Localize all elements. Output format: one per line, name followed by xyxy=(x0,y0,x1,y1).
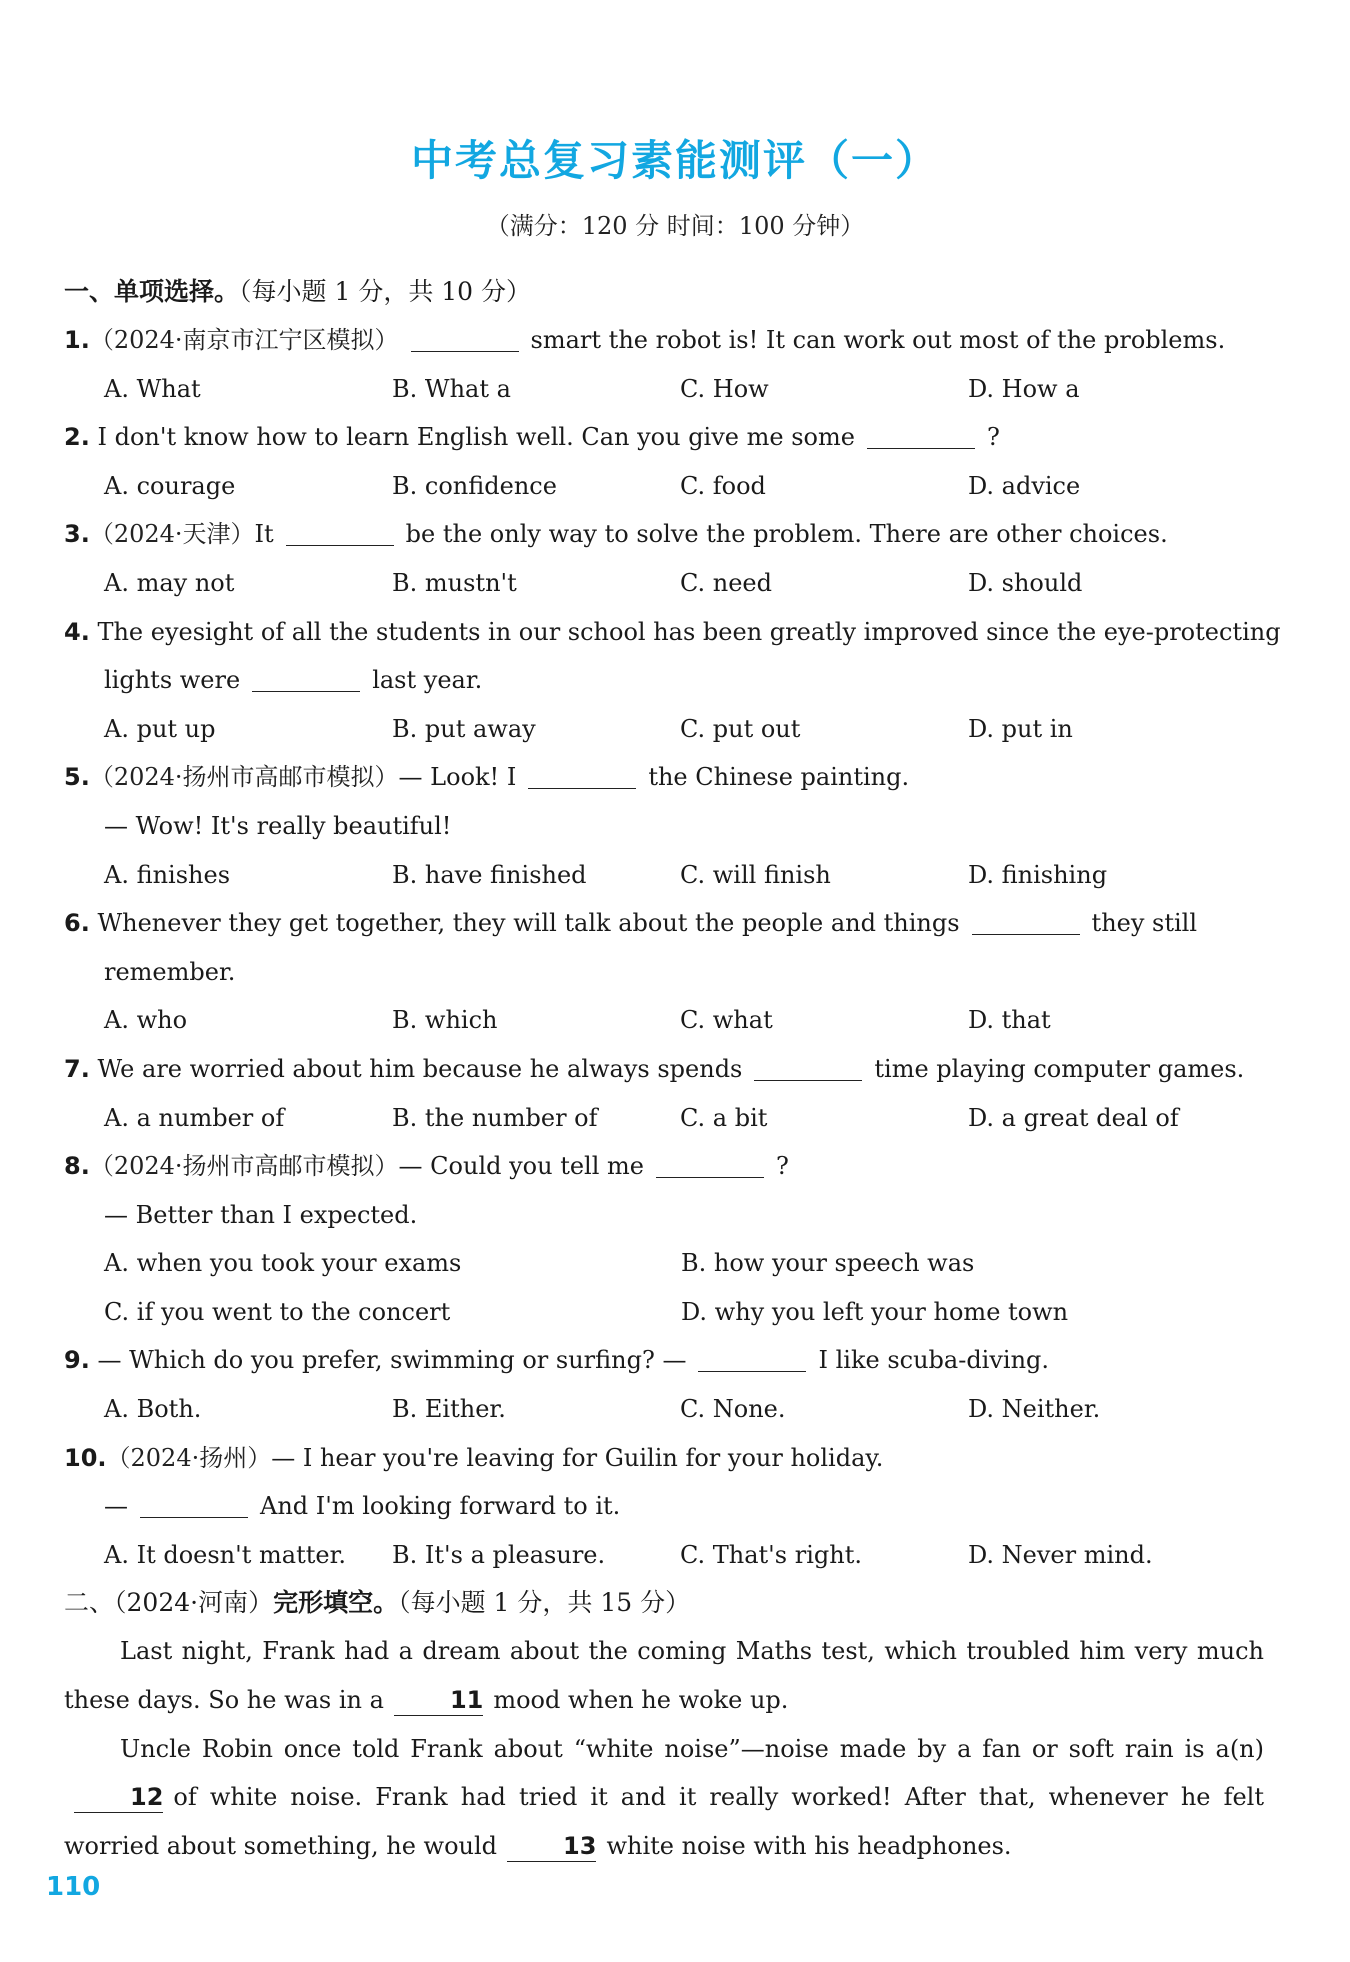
question-9 xyxy=(64,1336,1264,1385)
question-text: We are worried about him because he always spends xyxy=(97,1054,743,1083)
option-c: C. How xyxy=(680,374,769,403)
question-text: Whenever they get together, they will talk about the people and things xyxy=(97,909,960,938)
option-b: B. It's a pleasure. xyxy=(392,1540,606,1569)
answer-blank xyxy=(286,517,394,546)
question-text-end: time playing computer games. xyxy=(874,1054,1245,1083)
option-a: A. who xyxy=(104,1006,188,1035)
options-1 xyxy=(64,365,1264,414)
option-d: D. Neither. xyxy=(968,1395,1101,1424)
question-source: （2024·扬州） xyxy=(106,1443,272,1472)
question-4 xyxy=(64,608,1281,657)
answer-blank xyxy=(411,323,519,352)
option-c: C. if you went to the concert xyxy=(104,1297,451,1326)
answer-blank xyxy=(140,1489,248,1518)
question-text: — I hear you're leaving for Guilin for your holiday. xyxy=(271,1443,884,1472)
question-source: （2024·南京市江宁区模拟） xyxy=(89,326,399,354)
option-d: D. that xyxy=(968,1006,1051,1035)
options-6 xyxy=(64,996,1264,1045)
question-text: — Could you tell me xyxy=(398,1152,644,1181)
question-text-end: I like scuba-diving. xyxy=(818,1346,1050,1375)
question-text: It xyxy=(254,520,274,549)
answer-blank xyxy=(656,1149,764,1178)
cloze-passage xyxy=(64,1627,1264,1870)
question-text-end: the Chinese painting. xyxy=(648,763,910,792)
answer-blank xyxy=(252,663,360,692)
page-number: 110 xyxy=(46,1872,101,1902)
option-c: C. what xyxy=(680,1006,773,1035)
question-6-line2: remember. xyxy=(104,957,236,986)
page-title: 中考总复习素能测评（一） xyxy=(410,136,939,185)
option-a: A. courage xyxy=(104,471,236,500)
question-number: 6. xyxy=(64,909,90,938)
question-text-end: last year. xyxy=(372,666,483,695)
question-1 xyxy=(64,316,1264,365)
option-a: A. a number of xyxy=(104,1103,285,1132)
question-source: （2024·扬州市高邮市模拟） xyxy=(89,763,399,792)
option-c: C. a bit xyxy=(680,1103,768,1132)
option-c: C. food xyxy=(680,471,766,500)
options-9 xyxy=(64,1385,1264,1434)
question-number: 9. xyxy=(64,1346,90,1375)
cloze-blank-12: 12 xyxy=(74,1782,163,1813)
cloze-blank-13: 13 xyxy=(507,1831,596,1862)
question-source: （2024·天津） xyxy=(89,520,255,549)
option-d: D. How a xyxy=(968,374,1080,403)
option-d: D. should xyxy=(968,568,1083,597)
option-d: D. finishing xyxy=(968,860,1108,889)
question-text-end: be the only way to solve the problem. There are other choices. xyxy=(405,520,1168,549)
question-number: 2. xyxy=(64,423,90,452)
question-text: — Look! I xyxy=(398,763,517,792)
question-text-end: ? xyxy=(776,1152,789,1181)
passage-paragraph-1 xyxy=(64,1627,1264,1724)
question-source: （2024·扬州市高邮市模拟） xyxy=(89,1152,399,1181)
section2-header xyxy=(64,1579,1264,1627)
option-c: C. None. xyxy=(680,1395,786,1424)
section2-heading: 完形填空。 xyxy=(273,1588,399,1618)
option-b: B. put away xyxy=(392,714,536,743)
option-b: B. Either. xyxy=(392,1395,506,1424)
cloze-blank-11: 11 xyxy=(394,1685,483,1716)
question-8-reply: — Better than I expected. xyxy=(104,1200,418,1229)
answer-blank xyxy=(528,760,636,789)
passage-text: white noise with his headphones. xyxy=(606,1831,1012,1860)
question-text-end: And I'm looking forward to it. xyxy=(260,1492,621,1521)
options-10 xyxy=(64,1531,1264,1580)
answer-blank xyxy=(698,1343,806,1372)
question-text: lights were xyxy=(104,666,241,695)
answer-blank xyxy=(867,420,975,449)
option-a: A. It doesn't matter. xyxy=(104,1540,347,1569)
options-7 xyxy=(64,1094,1264,1143)
question-text-end: they still xyxy=(1091,909,1198,938)
question-number: 5. xyxy=(64,763,90,792)
options-4 xyxy=(64,705,1264,754)
question-7 xyxy=(64,1045,1264,1094)
option-a: A. finishes xyxy=(104,860,231,889)
answer-blank xyxy=(754,1052,862,1081)
passage-text: of white noise. Frank had tried it and it really worked! After that, whenever he felt worried about something, he would xyxy=(64,1783,1264,1860)
answer-blank xyxy=(972,906,1080,935)
question-number: 7. xyxy=(64,1054,90,1083)
question-number: 3. xyxy=(64,520,90,549)
question-5-reply: — Wow! It's really beautiful! xyxy=(104,811,452,840)
option-c: C. need xyxy=(680,568,772,597)
option-b: B. mustn't xyxy=(392,568,517,597)
option-b: B. how your speech was xyxy=(681,1249,975,1278)
option-b: B. What a xyxy=(392,374,511,403)
question-5 xyxy=(64,753,1264,802)
section2-source: （2024·河南） xyxy=(114,1588,274,1618)
option-a: A. when you took your exams xyxy=(104,1249,462,1278)
passage-text: Last night, Frank had a dream about the coming Maths test, which troubled him very much these days. So he was in a xyxy=(64,1637,1264,1715)
option-a: A. put up xyxy=(104,714,216,743)
question-text: — Which do you prefer, swimming or surfing? — xyxy=(97,1346,687,1375)
option-c: C. will finish xyxy=(680,860,831,889)
question-text-end: ? xyxy=(986,423,1000,452)
option-c: C. put out xyxy=(680,714,801,743)
content xyxy=(64,268,1281,1870)
option-b: B. have finished xyxy=(392,860,587,889)
section2-note: （每小题 1 分，共 15 分） xyxy=(398,1588,691,1618)
passage-paragraph-2 xyxy=(64,1725,1264,1871)
options-8-row1 xyxy=(64,1239,1264,1288)
option-d: D. a great deal of xyxy=(968,1103,1179,1132)
question-3 xyxy=(64,510,1264,559)
option-d: D. advice xyxy=(968,471,1081,500)
reply-dash: — xyxy=(104,1492,128,1521)
section2-prefix: 二、 xyxy=(64,1588,115,1618)
question-10-reply xyxy=(64,1482,1264,1531)
passage-text: mood when he woke up. xyxy=(493,1686,789,1715)
question-2 xyxy=(64,413,1264,462)
question-number: 1. xyxy=(64,326,90,354)
question-6 xyxy=(64,899,1264,948)
options-3 xyxy=(64,559,1264,608)
page-subtitle: （满分：120 分 时间：100 分钟） xyxy=(485,212,865,240)
section1-note: （每小题 1 分，共 10 分） xyxy=(239,277,532,306)
option-d: D. why you left your home town xyxy=(681,1297,1069,1326)
option-d: D. put in xyxy=(968,714,1073,743)
question-4-line2 xyxy=(64,656,1264,705)
question-8 xyxy=(64,1142,1264,1191)
option-b: B. confidence xyxy=(392,471,557,500)
option-b: B. the number of xyxy=(392,1103,598,1132)
question-number: 4. xyxy=(64,617,90,646)
question-number: 10. xyxy=(64,1443,107,1472)
question-text: The eyesight of all the students in our school has been greatly improved since the eye-protecting xyxy=(97,617,1281,646)
options-2 xyxy=(64,462,1264,511)
passage-text: Uncle Robin once told Frank about “white noise”—noise made by a fan or soft rain is a(n) xyxy=(120,1734,1264,1763)
question-text: smart the robot is! It can work out most of the problems. xyxy=(530,326,1226,354)
section1-heading: 一、单项选择。 xyxy=(64,277,240,306)
question-10 xyxy=(64,1434,1264,1483)
option-a: A. Both. xyxy=(104,1395,202,1424)
option-a: A. may not xyxy=(104,568,235,597)
question-number: 8. xyxy=(64,1152,90,1181)
question-text: I don't know how to learn English well. Can you give me some xyxy=(97,423,855,452)
section1-header xyxy=(64,268,1264,316)
option-c: C. That's right. xyxy=(680,1540,862,1569)
options-8-row2 xyxy=(64,1288,1264,1337)
options-5 xyxy=(64,851,1264,900)
option-b: B. which xyxy=(392,1006,498,1035)
option-d: D. Never mind. xyxy=(968,1540,1153,1569)
option-a: A. What xyxy=(104,374,201,403)
